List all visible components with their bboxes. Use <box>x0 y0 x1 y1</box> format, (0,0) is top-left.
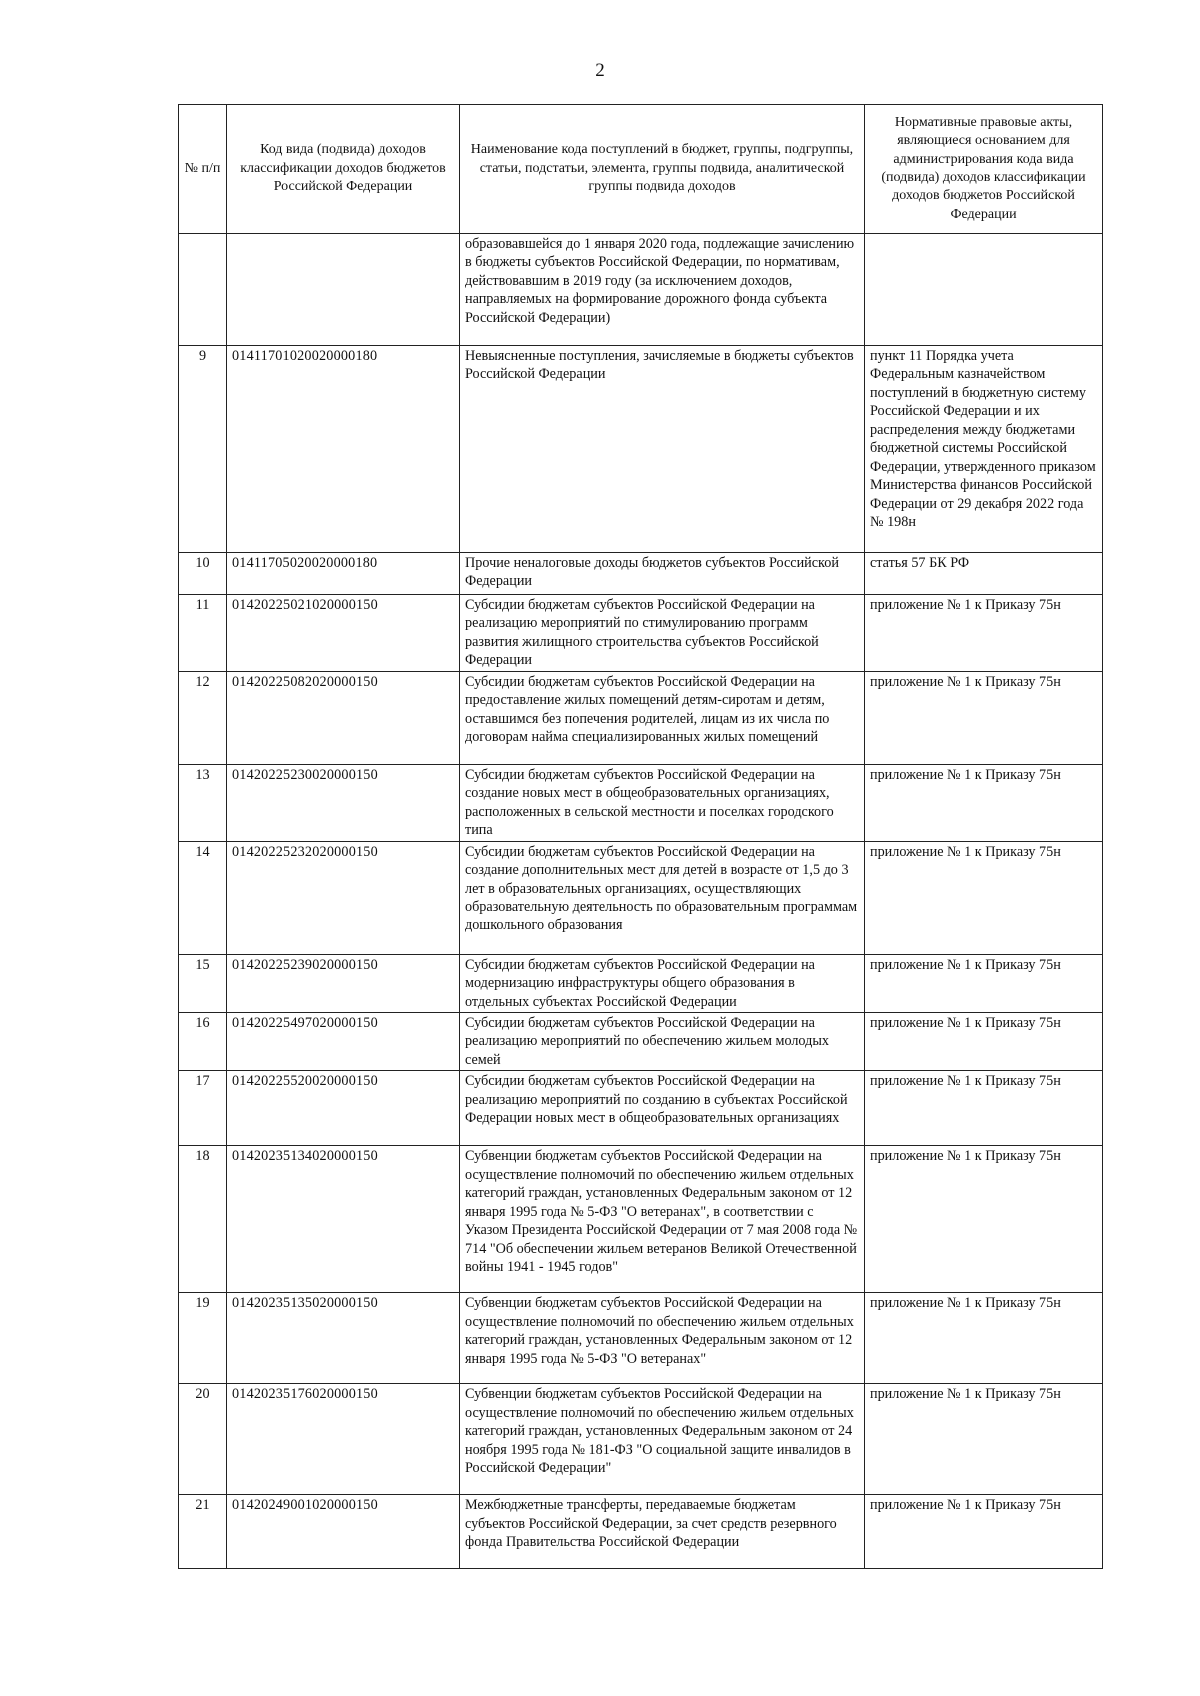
row-acts: приложение № 1 к Приказу 75н <box>865 1495 1103 1569</box>
row-name: Невыясненные поступления, зачисляемые в бюджеты субъектов Российской Федерации <box>460 346 865 553</box>
row-name: Субсидии бюджетам субъектов Российской Федерации на создание дополнительных мест для детей в возрасте от 1,5 до 3 лет в образовательных организациях, осуществляющих образовательную деятельность по образовательным программам дошкольного образования <box>460 841 865 954</box>
row-name: Субвенции бюджетам субъектов Российской Федерации на осуществление полномочий по обеспечению жильем отдельных категорий граждан, установленных Федеральным законом от 24 ноября 1995 года № 181-ФЗ "О социальной защите инвалидов в Российской Федерации" <box>460 1384 865 1495</box>
page-number: 2 <box>595 60 605 81</box>
header-num: № п/п <box>179 105 227 234</box>
row-code: 01420225520020000150 <box>227 1071 460 1146</box>
row-name: Субсидии бюджетам субъектов Российской Федерации на реализацию мероприятий по созданию в субъектах Российской Федерации новых мест в общеобразовательных организациях <box>460 1071 865 1146</box>
row-code: 01420225230020000150 <box>227 764 460 841</box>
row-code: 01420235176020000150 <box>227 1384 460 1495</box>
table-row <box>179 234 1103 346</box>
table-row <box>179 954 1103 1012</box>
row-code: 01420225239020000150 <box>227 954 460 1012</box>
header-code: Код вида (подвида) доходов классификации доходов бюджетов Российской Федерации <box>227 105 460 234</box>
row-code: 01420235135020000150 <box>227 1293 460 1384</box>
row-num <box>179 234 227 346</box>
table-row <box>179 595 1103 672</box>
row-num: 10 <box>179 553 227 595</box>
row-code <box>227 234 460 346</box>
row-code: 01411705020020000180 <box>227 553 460 595</box>
table-row <box>179 671 1103 764</box>
row-num: 20 <box>179 1384 227 1495</box>
row-num: 9 <box>179 346 227 553</box>
row-name: Субсидии бюджетам субъектов Российской Федерации на модернизацию инфраструктуры общего образования в отдельных субъектах Российской Федерации <box>460 954 865 1012</box>
row-num: 19 <box>179 1293 227 1384</box>
table-row <box>179 346 1103 553</box>
row-code: 01420225232020000150 <box>227 841 460 954</box>
table-row <box>179 1384 1103 1495</box>
table-header-row <box>179 105 1103 234</box>
row-acts: приложение № 1 к Приказу 75н <box>865 1384 1103 1495</box>
row-code: 01420235134020000150 <box>227 1146 460 1293</box>
row-name: образовавшейся до 1 января 2020 года, подлежащие зачислению в бюджеты субъектов Российской Федерации, по нормативам, действовавшим в 2019 году (за исключением доходов, направляемых на формирование дорожного фонда субъекта Российской Федерации) <box>460 234 865 346</box>
row-acts: приложение № 1 к Приказу 75н <box>865 954 1103 1012</box>
table-row <box>179 1012 1103 1070</box>
row-acts: приложение № 1 к Приказу 75н <box>865 841 1103 954</box>
row-acts: статья 57 БК РФ <box>865 553 1103 595</box>
row-acts: приложение № 1 к Приказу 75н <box>865 764 1103 841</box>
row-num: 16 <box>179 1012 227 1070</box>
row-name: Межбюджетные трансферты, передаваемые бюджетам субъектов Российской Федерации, за счет средств резервного фонда Правительства Российской Федерации <box>460 1495 865 1569</box>
row-name: Субсидии бюджетам субъектов Российской Федерации на предоставление жилых помещений детям-сиротам и детям, оставшимся без попечения родителей, лицам из их числа по договорам найма специализированных жилых помещений <box>460 671 865 764</box>
row-num: 14 <box>179 841 227 954</box>
table-row <box>179 553 1103 595</box>
row-num: 13 <box>179 764 227 841</box>
row-acts: приложение № 1 к Приказу 75н <box>865 595 1103 672</box>
row-num: 21 <box>179 1495 227 1569</box>
row-acts <box>865 234 1103 346</box>
row-num: 17 <box>179 1071 227 1146</box>
table-row <box>179 841 1103 954</box>
row-acts: пункт 11 Порядка учета Федеральным казначейством поступлений в бюджетную систему Российской Федерации и их распределения между бюджетами бюджетной системы Российской Федерации, утвержденного приказом Министерства финансов Российской Федерации от 29 декабря 2022 года № 198н <box>865 346 1103 553</box>
table-row <box>179 1146 1103 1293</box>
row-num: 12 <box>179 671 227 764</box>
row-acts: приложение № 1 к Приказу 75н <box>865 1293 1103 1384</box>
header-acts: Нормативные правовые акты, являющиеся основанием для администрирования кода вида (подвида) доходов классификации доходов бюджетов Российской Федерации <box>865 105 1103 234</box>
table-row <box>179 1495 1103 1569</box>
table-row <box>179 764 1103 841</box>
row-num: 11 <box>179 595 227 672</box>
row-name: Субсидии бюджетам субъектов Российской Федерации на создание новых мест в общеобразовательных организациях, расположенных в сельской местности и поселках городского типа <box>460 764 865 841</box>
row-num: 15 <box>179 954 227 1012</box>
row-name: Субвенции бюджетам субъектов Российской Федерации на осуществление полномочий по обеспечению жильем отдельных категорий граждан, установленных Федеральным законом от 12 января 1995 года № 5-ФЗ "О ветеранах", в соответствии с Указом Президента Российской Федерации от 7 мая 2008 года № 714 "Об обеспечении жильем ветеранов Великой Отечественной войны 1941 - 1945 годов" <box>460 1146 865 1293</box>
row-name: Субсидии бюджетам субъектов Российской Федерации на реализацию мероприятий по стимулированию программ развития жилищного строительства субъектов Российской Федерации <box>460 595 865 672</box>
row-name: Прочие неналоговые доходы бюджетов субъектов Российской Федерации <box>460 553 865 595</box>
row-code: 01420249001020000150 <box>227 1495 460 1569</box>
revenue-codes-table <box>178 104 1103 1569</box>
row-code: 01420225497020000150 <box>227 1012 460 1070</box>
header-name: Наименование кода поступлений в бюджет, группы, подгруппы, статьи, подстатьи, элемента, группы подвида, аналитической группы подвида доходов <box>460 105 865 234</box>
row-acts: приложение № 1 к Приказу 75н <box>865 1012 1103 1070</box>
table-row <box>179 1071 1103 1146</box>
row-acts: приложение № 1 к Приказу 75н <box>865 1071 1103 1146</box>
row-num: 18 <box>179 1146 227 1293</box>
row-acts: приложение № 1 к Приказу 75н <box>865 671 1103 764</box>
row-code: 01420225021020000150 <box>227 595 460 672</box>
row-code: 01411701020020000180 <box>227 346 460 553</box>
row-name: Субвенции бюджетам субъектов Российской Федерации на осуществление полномочий по обеспечению жильем отдельных категорий граждан, установленных Федеральным законом от 12 января 1995 года № 5-ФЗ "О ветеранах" <box>460 1293 865 1384</box>
row-code: 01420225082020000150 <box>227 671 460 764</box>
row-name: Субсидии бюджетам субъектов Российской Федерации на реализацию мероприятий по обеспечению жильем молодых семей <box>460 1012 865 1070</box>
table-row <box>179 1293 1103 1384</box>
row-acts: приложение № 1 к Приказу 75н <box>865 1146 1103 1293</box>
